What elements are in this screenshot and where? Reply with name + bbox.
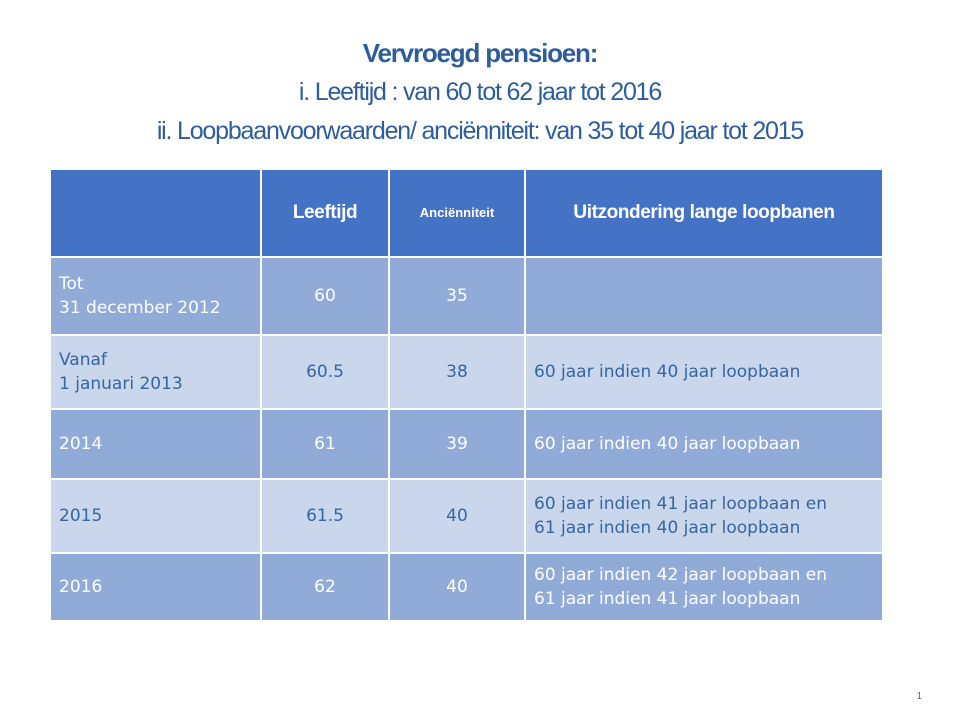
table-row: [50, 553, 883, 621]
table-row: [50, 257, 883, 335]
cell-ancienniteit: 40: [389, 553, 525, 621]
table-row: [50, 335, 883, 409]
uitzondering-line-1: 60 jaar indien 42 jaar loopbaan en: [534, 565, 827, 585]
period-line-1: 2014: [59, 434, 103, 454]
table-row: [50, 479, 883, 553]
cell-leeftijd: 60: [261, 257, 389, 335]
cell-ancienniteit: 35: [389, 257, 525, 335]
table-row: [50, 409, 883, 479]
uitzondering-line-1: 60 jaar indien 41 jaar loopbaan en: [534, 494, 827, 514]
table-header-row: [50, 169, 883, 257]
pension-table: [49, 168, 884, 622]
cell-period: [50, 479, 261, 553]
cell-uitzondering: [525, 479, 883, 553]
header-period: [50, 169, 261, 257]
cell-period: [50, 335, 261, 409]
cell-ancienniteit: 39: [389, 409, 525, 479]
cell-ancienniteit: 38: [389, 335, 525, 409]
cell-uitzondering: [525, 553, 883, 621]
cell-period: [50, 257, 261, 335]
cell-leeftijd: 60.5: [261, 335, 389, 409]
cell-uitzondering: [525, 409, 883, 479]
header-ancienniteit: Anciënniteit: [389, 169, 525, 257]
cell-leeftijd: 61: [261, 409, 389, 479]
header-uitzondering: Uitzondering lange loopbanen: [525, 169, 883, 257]
cell-leeftijd: 61.5: [261, 479, 389, 553]
period-line-2: 1 januari 2013: [59, 374, 183, 394]
slide-title: [60, 34, 900, 151]
period-line-1: 2015: [59, 506, 103, 526]
cell-uitzondering: [525, 257, 883, 335]
header-leeftijd: Leeftijd: [261, 169, 389, 257]
uitzondering-line-1: 60 jaar indien 40 jaar loopbaan: [534, 362, 801, 382]
title-line-3: ii. Loopbaanvoorwaarden/ anciënniteit: van 35 tot 40 jaar tot 2015: [156, 117, 804, 145]
cell-ancienniteit: 40: [389, 479, 525, 553]
period-line-1: Vanaf: [59, 350, 107, 370]
cell-leeftijd: 62: [261, 553, 389, 621]
title-line-2: i. Leeftijd : van 60 tot 62 jaar tot 2016: [298, 78, 662, 106]
cell-period: [50, 409, 261, 479]
period-line-1: 2016: [59, 577, 103, 597]
uitzondering-line-2: 61 jaar indien 41 jaar loopbaan: [534, 589, 801, 609]
uitzondering-line-1: 60 jaar indien 40 jaar loopbaan: [534, 434, 801, 454]
title-line-1: Vervroegd pensioen:: [362, 38, 598, 68]
uitzondering-line-2: 61 jaar indien 40 jaar loopbaan: [534, 518, 801, 538]
cell-uitzondering: [525, 335, 883, 409]
cell-period: [50, 553, 261, 621]
period-line-1: Tot: [59, 274, 84, 294]
page-number: 1: [916, 691, 922, 702]
period-line-2: 31 december 2012: [59, 298, 221, 318]
